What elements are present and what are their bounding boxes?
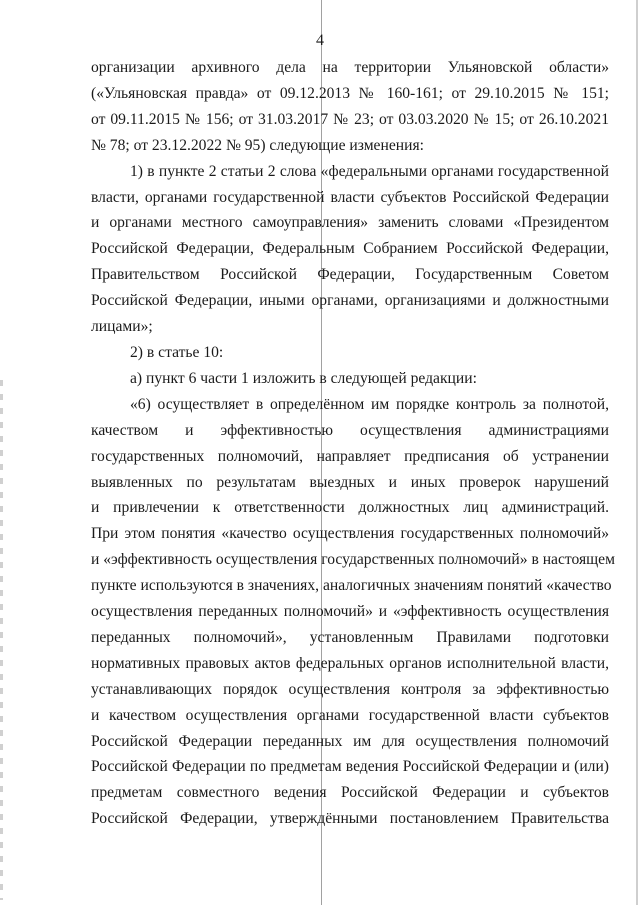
text-line: «6) осуществляет в определённом им порядке контроль за полнотой,	[130, 395, 609, 413]
text-line: предметам совместного ведения Российской Федерации и субъектов	[91, 784, 609, 802]
text-line: пункте используются в значениях, аналогичных значениям понятий «качество	[91, 577, 612, 595]
text-line: государственных полномочий, направляет предписания об устранении	[91, 447, 609, 465]
paragraph-item-2a	[91, 366, 609, 392]
text-line: и органами местного самоуправления» заменить словами «Президентом	[91, 214, 609, 232]
text-line: и привлечении к ответственности должностных лиц администраций.	[91, 499, 609, 517]
text-line: лицами»;	[91, 318, 153, 336]
text-line: Российской Федерации, Федеральным Собранием Российской Федерации,	[91, 240, 609, 258]
document-body	[91, 55, 615, 832]
page-number: 4	[316, 32, 324, 49]
text-line: организации архивного дела на территории Ульяновской области»	[91, 59, 609, 76]
text-line: При этом понятия «качество осуществления государственных полномочий»	[91, 525, 609, 543]
paragraph-item-6	[91, 392, 615, 832]
text-line: осуществления переданных полномочий» и «эффективность осуществления	[91, 603, 609, 621]
paragraph-intro	[91, 55, 609, 159]
text-line: нормативных правовых актов федеральных органов исполнительной власти,	[91, 654, 609, 672]
paragraph-item-2	[91, 340, 609, 366]
paragraph-item-1	[91, 159, 609, 340]
text-line: Российской Федерации переданных им для осуществления полномочий	[91, 732, 609, 750]
text-line: и качеством осуществления органами государственной власти субъектов	[91, 706, 609, 724]
text-line: устанавливающих порядок осуществления контроля за эффективностью	[91, 680, 609, 698]
text-line: а) пункт 6 части 1 изложить в следующей редакции:	[130, 369, 477, 387]
text-line: № 78; от 23.12.2022 № 95) следующие изменения:	[91, 136, 424, 154]
text-line: от 09.11.2015 № 156; от 31.03.2017 № 23; от 03.03.2020 № 15; от 26.10.2021	[91, 110, 609, 128]
text-line: качеством и эффективностью осуществления администрациями	[91, 421, 609, 439]
text-line: власти, органами государственной власти субъектов Российской Федерации	[91, 188, 609, 206]
text-line: Российской Федерации по предметам ведения Российской Федерации и (или)	[91, 758, 609, 776]
text-line: («Ульяновская правда» от 09.12.2013 № 160-161; от 29.10.2015 № 151;	[91, 84, 609, 102]
text-line: Российской Федерации, утверждёнными постановлением Правительства	[91, 810, 609, 828]
text-line: Российской Федерации, иными органами, организациями и должностными	[91, 292, 609, 310]
text-line: 2) в статье 10:	[130, 343, 224, 361]
text-line: 1) в пункте 2 статьи 2 слова «федеральными органами государственной	[130, 162, 609, 180]
text-line: Правительством Российской Федерации, Государственным Советом	[91, 266, 609, 284]
text-line: выявленных по результатам выездных и иных проверок нарушений	[91, 473, 609, 491]
text-line: переданных полномочий», установленным Правилами подготовки	[91, 628, 609, 646]
binding-marks	[0, 380, 3, 900]
text-line: и «эффективность осуществления государственных полномочий» в настоящем	[91, 551, 615, 569]
page-edge-shadow	[636, 0, 638, 905]
